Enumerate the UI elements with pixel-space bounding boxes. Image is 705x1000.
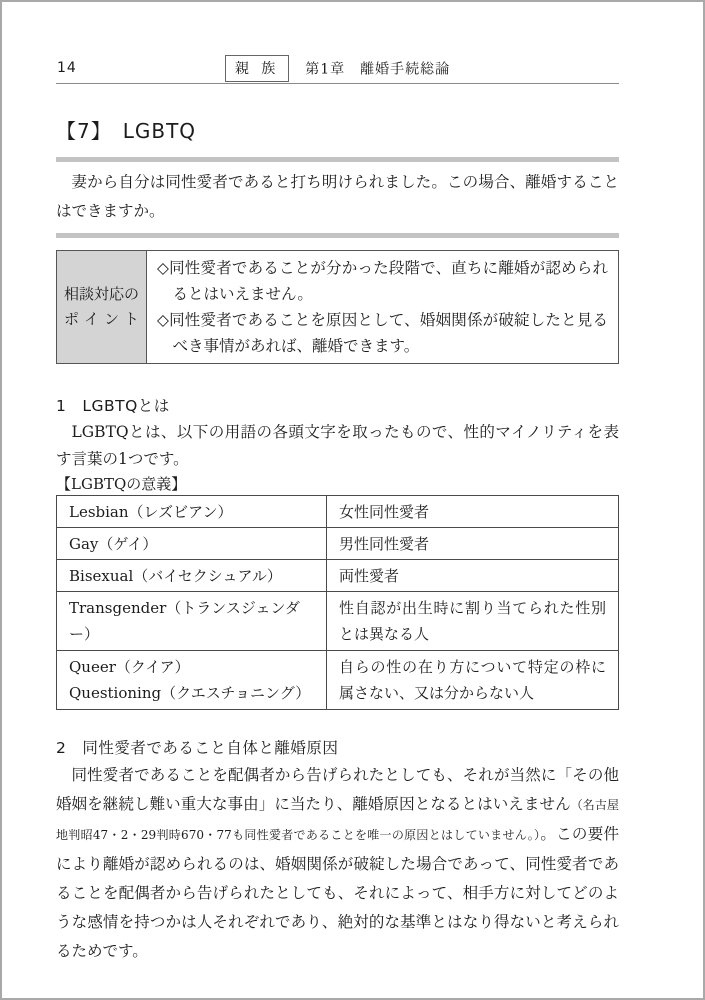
page-header [56,54,619,84]
points-body [147,251,618,363]
term-line: Questioning（クエスチョニング） [69,684,311,702]
section-title: 【7】 LGBTQ [56,119,197,143]
term-cell: Gay（ゲイ） [57,528,327,560]
section1-body: LGBTQとは、以下の用語の各頭文字を取ったもので、性的マイノリティを表す言葉の1つです。 [56,423,619,468]
points-label-line1: 相談対応の [63,285,139,303]
points-label-line2: ポイント [63,310,144,328]
question-text: 妻から自分は同性愛者であると打ち明けられました。この場合、離婚することはできますか。 [56,173,619,220]
term-cell [57,592,327,651]
definition-cell: 男性同性愛者 [327,528,619,560]
divider-bar-bottom [56,233,619,238]
section2-body [56,761,619,966]
citation-text: （名古屋地判昭47・2・29判時670・77も同性愛者であることを唯一の原因とはしていません。） [56,798,619,842]
points-item: ◇同性愛者であることが分かった段階で、直ちに離婚が認められるとはいえません。 [157,259,608,303]
term-cell: Bisexual（バイセクシュアル） [57,560,327,592]
category-box: 親 族 [225,55,289,82]
table-row [57,651,619,710]
definition-cell: 両性愛者 [327,560,619,592]
table-row [57,560,619,592]
running-head [56,54,619,82]
definition-cell: 女性同性愛者 [327,496,619,528]
table-row [57,592,619,651]
term-line: Transgender（トランスジェンダー） [69,599,300,643]
chapter-title: 第1章 離婚手続総論 [305,61,451,78]
table-row [57,528,619,560]
section2-body-before: 同性愛者であることを配偶者から告げられたとしても、それが当然に「その他婚姻を継続し難い重大な事由」に当たり、離婚原因となるとはいえません [56,766,619,813]
definition-text: 自らの性の在り方について特定の枠に属さない、又は分からない人 [339,658,606,702]
section1-heading: 1 LGBTQとは [56,397,170,415]
term-cell [57,651,327,710]
section2-heading: 2 同性愛者であること自体と離婚原因 [56,739,339,757]
term-line: Queer（クイア） [69,658,190,676]
points-item: ◇同性愛者であることを原因として、婚姻関係が破綻したと見るべき事情があれば、離婚できます。 [157,311,608,355]
definition-text: 性自認が出生時に割り当てられた性別とは異なる人 [339,599,606,643]
definition-cell [327,651,619,710]
points-box [56,250,619,364]
table-caption: 【LGBTQの意義】 [56,475,187,493]
table-row [57,496,619,528]
section2-body-after: 。この要件により離婚が認められるのは、婚姻関係が破綻した場合であって、同性愛者であることを配偶者から告げられたとしても、それによって、相手方に対してどのような感情を持つかは人それぞれであり、絶対的な基準とはなり得ないと考えられるためです。 [56,825,619,960]
lgbtq-table [56,495,619,710]
definition-cell [327,592,619,651]
term-cell: Lesbian（レズビアン） [57,496,327,528]
page-number: 14 [57,60,77,76]
points-label [57,251,147,363]
divider-bar-top [56,157,619,162]
